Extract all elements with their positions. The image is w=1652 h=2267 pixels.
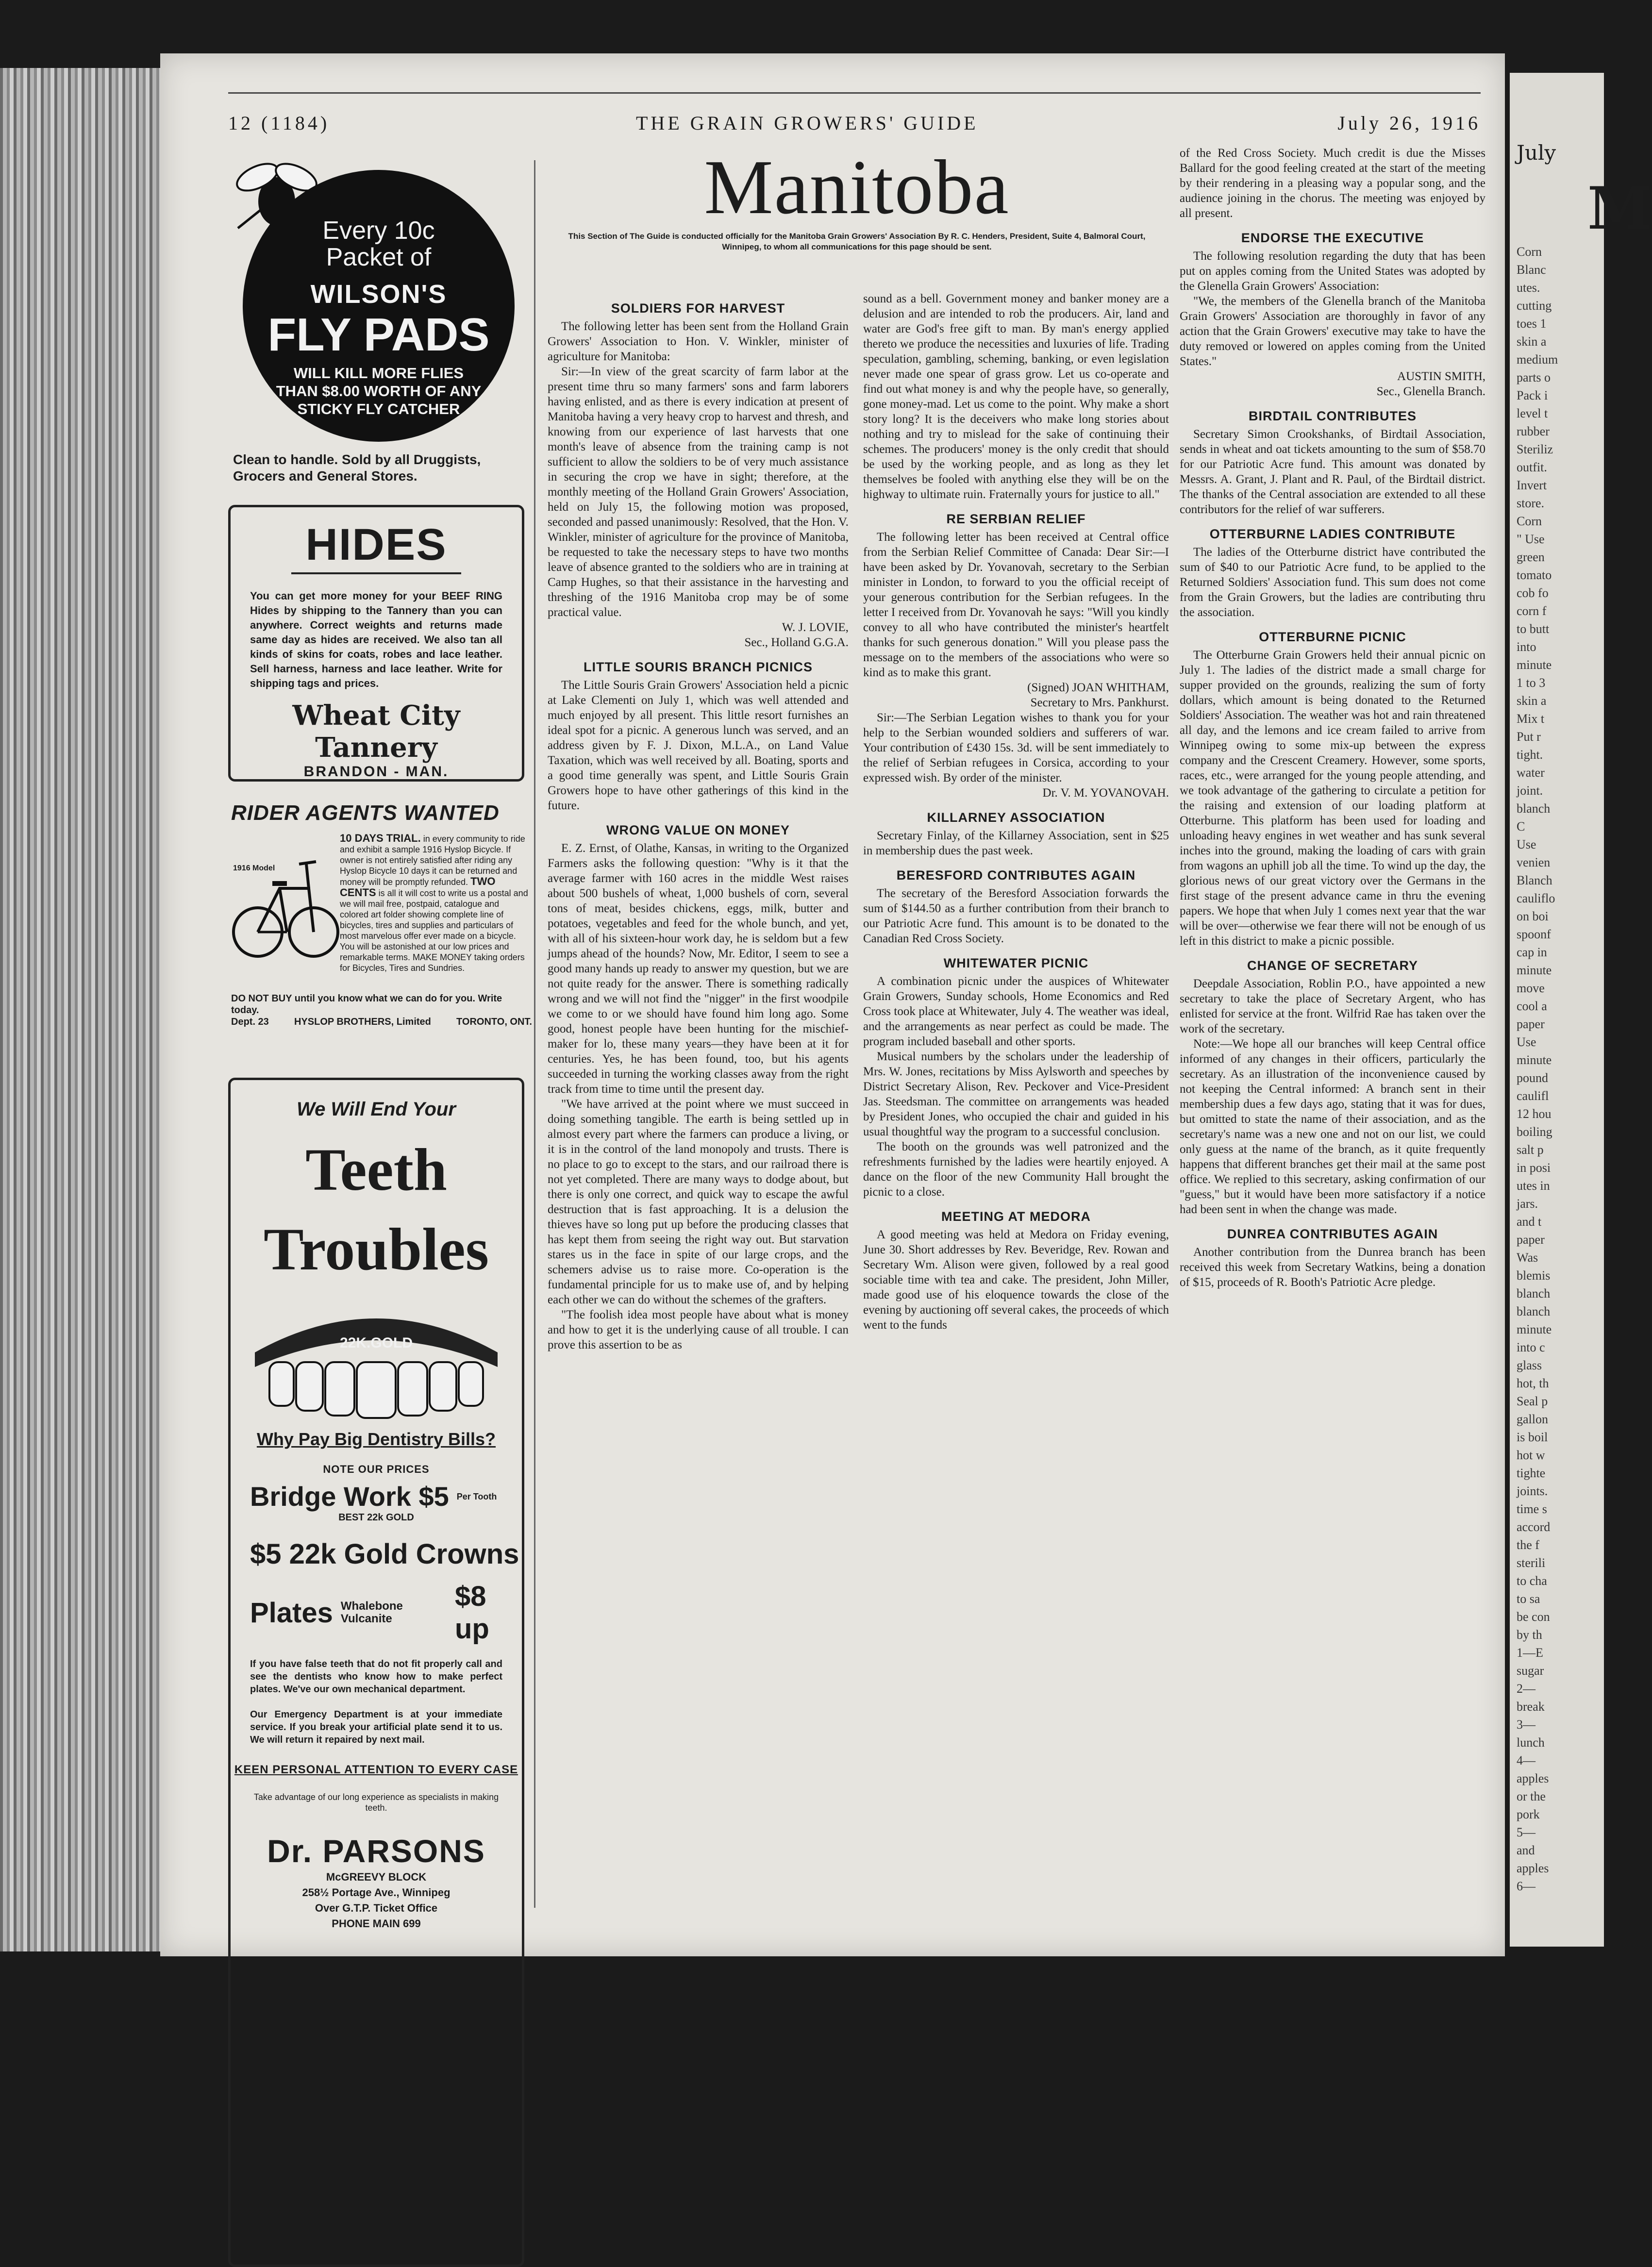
facing-page-fragment: move bbox=[1517, 981, 1545, 995]
article-paragraph: Note:—We hope all our branches will keep Central office informed of any changes in their officers, particularly the secretary. As an illustration of the inconvenience caused by not keeping the Central informed: A branch sent in their membership dues a few days ago, stating that it was for dues, but omitted to state the name of their association, and as the secretary's name was a new one and not on our list, we could only guess at the name of the branch, as it quite frequently happens that different branches get their mail at the same post office. We replied to this secretary, asking confirmation of our "guess," but it would have been more satisfactory if a notice had been sent in when the change was made. bbox=[1180, 1037, 1485, 1216]
facing-page-fragment: jars. bbox=[1517, 1197, 1538, 1211]
column-rule bbox=[534, 160, 535, 1908]
rider-ad-dept: Dept. 23 bbox=[231, 1017, 269, 1027]
facing-page-fragments bbox=[1510, 243, 1604, 1895]
facing-page-fragment: Use bbox=[1517, 1035, 1536, 1049]
article-heading: LITTLE SOURIS BRANCH PICNICS bbox=[583, 660, 813, 674]
hides-ad-body: You can get more money for your BEEF RING Hides by shipping to the Tannery than you can anywhere. Correct weights and returns made same day as hides are received. We also tan all kinds of skins for coats, robes and lace leather. Sell harness, harness and lace leather. Write for shipping tags and prices. bbox=[250, 590, 502, 689]
dentist-block: McGREEVY BLOCK bbox=[326, 1871, 427, 1883]
facing-page-fragment: sterili bbox=[1517, 1556, 1546, 1570]
dentist-ad-tagline: We Will End Your bbox=[297, 1099, 456, 1120]
dentist-phone: PHONE MAIN 699 bbox=[332, 1917, 421, 1930]
facing-page-fragment: Blanc bbox=[1517, 263, 1546, 277]
article-column-3 bbox=[1180, 146, 1485, 1290]
fly-ad-line2: Packet of bbox=[326, 243, 432, 271]
facing-page-fragment: tight. bbox=[1517, 748, 1543, 762]
facing-page-fragment: to sa bbox=[1517, 1592, 1540, 1606]
facing-page-fragment: Blanch bbox=[1517, 873, 1552, 887]
false-teeth-copy: If you have false teeth that do not fit properly call and see the dentists who know how to make perfect plates. We've our own mechanical department. bbox=[250, 1659, 502, 1695]
facing-page-fragment: 4— bbox=[1517, 1753, 1535, 1767]
bridge-work-price bbox=[250, 1481, 522, 1512]
bridge-work-label: Bridge Work $5 bbox=[250, 1481, 449, 1512]
facing-page-fragment: joint. bbox=[1517, 783, 1543, 798]
publication-title: THE GRAIN GROWERS' GUIDE bbox=[636, 112, 979, 134]
facing-page-fragment: toes 1 bbox=[1517, 317, 1547, 331]
facing-page-fragment: sugar bbox=[1517, 1664, 1544, 1678]
plates-price-value: $8 up bbox=[454, 1581, 489, 1645]
article-paragraph: The booth on the grounds was well patronized and the refreshments furnished by the ladies were heartily enjoyed. A dance on the floor of the new Community Hall brought the picnic to a close. bbox=[863, 1140, 1169, 1199]
article-paragraph: Secretary Simon Crookshanks, of Birdtail Association, sends in wheat and oat tickets amounting to the sum of $58.70 for our Patriotic Acre fund. This amount was donated by Messrs. A. Grant, J. Plant and R. Paul, of the Birdtail district. The thanks of the Central association are extended to all these contributors for the relief of war sufferers. bbox=[1180, 428, 1485, 516]
rider-ad-company-row bbox=[231, 1016, 532, 1028]
facing-page-fragment: venien bbox=[1517, 855, 1551, 869]
facing-page-fragment: cob fo bbox=[1517, 586, 1549, 600]
dentist-ad bbox=[228, 1078, 524, 2267]
facing-page-fragment: pork bbox=[1517, 1807, 1540, 1821]
article-paragraph: A combination picnic under the auspices of Whitewater Grain Growers, Sunday schools, Home Economics and Red Cross took place at Whitewater, July 4. The weather was ideal, and the arrangements as near perfect as could be made. The program included baseball and other sports. bbox=[863, 975, 1169, 1048]
facing-page-fragment: cutting bbox=[1517, 299, 1552, 313]
section-note: This Section of The Guide is conducted officially for the Manitoba Grain Growers' Association By R. C. Henders, President, Suite 4, Balmoral Court, Winnipeg, to whom all communications for this page should be sent. bbox=[568, 232, 1146, 251]
facing-page-fragment: Was bbox=[1517, 1250, 1538, 1265]
rider-ad-copy-text: in every community to ride and exhibit a sample 1916 Hyslop Bicycle. If owner is not entirely satisfied after riding any Hyslop Bicycle 10 days it can be returned and money will be promptly refunded. bbox=[340, 834, 525, 887]
hides-ad-title: HIDES bbox=[305, 520, 447, 569]
facing-page-fragment: on boi bbox=[1517, 909, 1549, 923]
facing-page-fragment: the f bbox=[1517, 1538, 1539, 1552]
facing-page-fragment: tomato bbox=[1517, 568, 1552, 582]
facing-page-fragment: hot w bbox=[1517, 1448, 1545, 1462]
facing-page-fragment: glass bbox=[1517, 1358, 1542, 1372]
dentist-ad-why: Why Pay Big Dentistry Bills? bbox=[256, 1429, 496, 1449]
facing-page-fragment: green bbox=[1517, 550, 1545, 564]
facing-page-fragment: break bbox=[1517, 1700, 1545, 1714]
facing-page-fragment: minute bbox=[1517, 658, 1552, 672]
article-heading: SOLDIERS FOR HARVEST bbox=[611, 301, 785, 316]
rider-ad-title: RIDER AGENTS WANTED bbox=[231, 801, 500, 825]
article-paragraph: of the Red Cross Society. Much credit is due the Misses Ballard for the good feeling created at the start of the meeting by their rendering in a pleasing way a popular song, and the audience joining in the chorus. The meeting was enjoyed by all present. bbox=[1180, 147, 1485, 220]
facing-page-fragment: Seal p bbox=[1517, 1394, 1548, 1408]
hides-ad-company: Wheat City Tannery bbox=[292, 700, 460, 764]
facing-page-fragment: level t bbox=[1517, 406, 1548, 420]
facing-page-fragment: boiling bbox=[1517, 1125, 1552, 1139]
article-paragraph: Deepdale Association, Roblin P.O., have appointed a new secretary to take the place of Secretary Argent, who has enlisted for service at the front. Wilfrid Rae has taken over the work of the secretary. bbox=[1180, 977, 1485, 1035]
facing-page-fragment: gallon bbox=[1517, 1412, 1548, 1426]
article-signature: Sec., Glenella Branch. bbox=[1376, 385, 1485, 398]
facing-page-fragment: is boil bbox=[1517, 1430, 1548, 1444]
facing-page-fragment: to cha bbox=[1517, 1574, 1547, 1588]
facing-page-fragment: blanch bbox=[1517, 801, 1551, 816]
facing-page-fragment: hot, th bbox=[1517, 1376, 1549, 1390]
facing-page-fragment: Corn bbox=[1517, 245, 1542, 259]
article-signature: Dr. V. M. YOVANOVAH. bbox=[1042, 786, 1169, 800]
dentist-address: 258½ Portage Ave., Winnipeg bbox=[302, 1886, 451, 1899]
advertisement-column bbox=[223, 155, 534, 2267]
fly-pads-badge bbox=[243, 170, 515, 442]
article-heading: KILLARNEY ASSOCIATION bbox=[927, 810, 1105, 825]
facing-page-fragment: " Use bbox=[1517, 532, 1545, 546]
article-paragraph: "We have arrived at the point where we must succeed in doing something tangible. The earth is being settled up in almost every part where the farmers can produce a living, or it is in the control of the land monopoly and trusts. There is no place to go to except to the stars, and our railroad there is not yet completed. There are many ways to dodge about, but there is only one correct, and quick way to escape the awful destruction that is fast approaching. It is a delusion the thieves have so long put up before the producing classes that has kept them from seeing the right way out. But starvation stares us in the face in spite of our large crops, and the schemers advise us to raise more. Co-operation is the fundamental principle for us to make use of, and by helping each other we can do without the schemes of the grafters. bbox=[548, 1098, 849, 1306]
facing-page-fragment: Mix t bbox=[1517, 712, 1545, 726]
facing-page-fragment: into bbox=[1517, 640, 1536, 654]
dentist-ad-headline-2: Troubles bbox=[264, 1216, 489, 1283]
facing-page-fragment: blanch bbox=[1517, 1304, 1551, 1318]
rider-ad-copy-text-2: is all it will cost to write us a postal and we will mail free, postpaid, catalogue and colored art folder showing complete line of bicycles, tires and supplies and particulars of most marvelous offer ever made on a bicycle. You will be astonished at our low prices and remarkable terms. MAKE MONEY taking orders for Bicycles, Tires and Sundries. bbox=[340, 888, 528, 973]
facing-page-fragment: water bbox=[1517, 766, 1545, 780]
facing-page-fragment: store. bbox=[1517, 496, 1545, 510]
fly-ad-claim: WILL KILL MORE FLIES THAN $8.00 WORTH OF ANY STICKY FLY CATCHER bbox=[276, 365, 482, 417]
article-paragraph: The ladies of the Otterburne district have contributed the sum of $40 to our Patriotic Acre fund, to be applied to the Returned Soldiers' Association fund. This sum does not come from the Grain Growers, but the ladies are contributing thru the association. bbox=[1180, 546, 1485, 619]
article-heading: OTTERBURNE PICNIC bbox=[1259, 630, 1406, 644]
fly-ad-tagline: Clean to handle. Sold by all Druggists, Grocers and General Stores. bbox=[233, 452, 481, 483]
denture-illustration bbox=[245, 1294, 507, 1420]
article-heading: WHITEWATER PICNIC bbox=[943, 956, 1089, 970]
article-signature: AUSTIN SMITH, bbox=[1397, 370, 1485, 383]
article-paragraph: The following letter has been sent from the Holland Grain Growers' Association to Hon. V. Winkler, minister of agriculture for Manitoba: bbox=[548, 320, 849, 363]
rider-ad-model-year: 1916 Model bbox=[233, 864, 275, 872]
rider-ad-trial: 10 DAYS TRIAL. bbox=[340, 832, 421, 844]
article-signature: (Signed) JOAN WHITHAM, bbox=[1027, 681, 1169, 694]
facing-page-fragment: cauliflo bbox=[1517, 891, 1555, 905]
article-column-2 bbox=[863, 291, 1169, 1333]
facing-page-fragment: be con bbox=[1517, 1610, 1550, 1624]
hides-ad-city: BRANDON - MAN. bbox=[303, 764, 449, 780]
article-paragraph: Musical numbers by the scholars under the leadership of Mrs. W. Jones, recitations by Miss Aylsworth and speeches by District Secretary Alison, Rev. Peckover and Vice-President Jas. Steedsman. The committee on arrangements was headed by President Jones, who occupied the chair and guided in his usual thoughtful way the program to a successful conclusion. bbox=[863, 1050, 1169, 1138]
section-masthead bbox=[553, 146, 1160, 252]
facing-page-fragment: to butt bbox=[1517, 622, 1550, 636]
article-heading: RE SERBIAN RELIEF bbox=[946, 512, 1086, 526]
facing-page-fragment: Corn bbox=[1517, 514, 1542, 528]
article-paragraph: The following letter has been received at Central office from the Serbian Relief Committee of Canada: Dear Sir:—I have been asked by Dr. Yovanovah, secretary to the Serbian minister in London, to forward to you the official receipt of your generous contribution for the Serbian refugees. In the letter I received from Dr. Yovanovah he says: "Will you kindly convey to all who have contributed the minister's heartfelt thanks for such generous donation." Will you please pass the message on to the members of the associations who were so kind as to make this grant. bbox=[863, 531, 1169, 679]
dentist-ad-headline-1: Teeth bbox=[305, 1136, 447, 1203]
article-paragraph: A good meeting was held at Medora on Friday evening, June 30. Short addresses by Rev. Beveridge, Rev. Rowan and Secretary Wm. Alison were given, followed by a real good sociable time with tea and cake. The president, John Miller, made good use of his eloquence towards the close of the evening by auctioning off several cakes, the proceeds of which went to the funds bbox=[863, 1228, 1169, 1332]
rider-ad-city: TORONTO, ONT. bbox=[456, 1017, 532, 1027]
facing-page-fragment: salt p bbox=[1517, 1143, 1544, 1157]
facing-page-fragment: caulifl bbox=[1517, 1089, 1549, 1103]
facing-page-fragment: paper bbox=[1517, 1017, 1545, 1031]
article-signature: Sec., Holland G.G.A. bbox=[744, 636, 849, 649]
fly-ad-brand: WILSON'S bbox=[310, 280, 447, 309]
facing-page-fragment: spoonf bbox=[1517, 927, 1551, 941]
article-heading: WRONG VALUE ON MONEY bbox=[606, 823, 790, 837]
article-paragraph: The secretary of the Beresford Association forwards the sum of $144.50 as a further contribution from their branch to our Patriotic Acre fund. This amount is to be donated to the Canadian Red Cross Society. bbox=[863, 887, 1169, 945]
facing-page-fragment: rubber bbox=[1517, 424, 1550, 438]
facing-page-head: July bbox=[1517, 141, 1556, 165]
article-paragraph: Another contribution from the Dunrea branch has been received this week from Secretary Watkins, being a donation of $15, proceeds of R. Booth's Patriotic Acre pledge. bbox=[1180, 1246, 1485, 1289]
facing-page-fragment: outfit. bbox=[1517, 460, 1547, 474]
facing-page-fragment: and bbox=[1517, 1843, 1535, 1857]
rider-ad-copy bbox=[340, 833, 529, 973]
facing-page-fragment: paper bbox=[1517, 1233, 1545, 1247]
facing-page-initial: M bbox=[1587, 174, 1652, 243]
article-paragraph: The Otterburne Grain Growers held their annual picnic on July 1. The ladies of the district made a small charge for supper provided on the grounds, realizing the sum of forty dollars, which amount is being donated to the Returned Soldiers' Association. The weather was hot and rain threatened all day, and the lemons and ice cream failed to arrive from Winnipeg owing to some mix-up between the express company and the Crescent Creamery. However, some sports, races, etc., were arranged for the young people attending, and we took advantage of the gathering to circulate a petition for the raising and extension of our loading platform at Otterburne. This platform has been used for loading and unloading heavy engines in wet weather and has sunk several inches into the ground, making the loading of cars with grain from wagons an uphill job all the time. To wind up the day, the glorious news of our great victory over the Germans in the first stage of the present advance came in thru the evening papers. We hope that when July 1 comes next year that the war will be over—otherwise we fear there will not be enough of us left in this district to make a picnic possible. bbox=[1180, 649, 1485, 948]
facing-page-fragment: 1 to 3 bbox=[1517, 676, 1546, 690]
dentist-office-note: Over G.T.P. Ticket Office bbox=[315, 1902, 438, 1914]
facing-page-fragment: cap in bbox=[1517, 945, 1547, 959]
facing-page-fragment: into c bbox=[1517, 1340, 1545, 1354]
facing-page-fragment: and t bbox=[1517, 1215, 1542, 1229]
experience-copy: Take advantage of our long experience as specialists in making teeth. bbox=[253, 1792, 499, 1813]
facing-page-fragment: blanch bbox=[1517, 1286, 1551, 1300]
bicycle-icon bbox=[231, 835, 338, 971]
facing-page-fragment: medium bbox=[1517, 352, 1558, 367]
personal-attention-line: KEEN PERSONAL ATTENTION TO EVERY CASE bbox=[234, 1763, 518, 1776]
article-paragraph: The Little Souris Grain Growers' Association held a picnic at Lake Clementi on July 1, which was well attended and much enjoyed by all present. This little resort furnishes an ideal spot for a picnic. A generous lunch was served, and an address given by F. J. Dixon, M.L.A., on Land Value Taxation, which was well received by all. Boating, sports and a good time generally was spent, and Little Souris Grain Growers hope to have other gatherings of this kind in the future. bbox=[548, 679, 849, 812]
facing-page-fragment: in posi bbox=[1517, 1161, 1551, 1175]
facing-page-fragment: tighte bbox=[1517, 1466, 1546, 1480]
facing-page-fragment: Steriliz bbox=[1517, 442, 1553, 456]
facing-page-fragment: 3— bbox=[1517, 1717, 1535, 1732]
emergency-copy: Our Emergency Department is at your immediate service. If you break your artificial plate send it to us. We will return it repaired by next mail. bbox=[250, 1709, 502, 1745]
facing-page-fragment: blemis bbox=[1517, 1268, 1551, 1283]
facing-page-fragment: 5— bbox=[1517, 1825, 1535, 1839]
facing-page-fragment: C bbox=[1517, 819, 1525, 833]
article-paragraph: "We, the members of the Glenella branch of the Manitoba Grain Growers' Association are thoroughly in favor of any action that the Grain Growers' executive may take to have the duty removed or lowered on apples coming from the United States." bbox=[1180, 295, 1485, 368]
article-heading: BERESFORD CONTRIBUTES AGAIN bbox=[896, 868, 1136, 883]
article-heading: OTTERBURNE LADIES CONTRIBUTE bbox=[1209, 527, 1456, 541]
facing-page-fragment: Use bbox=[1517, 837, 1536, 851]
plates-price bbox=[250, 1580, 522, 1645]
facing-page-fragment: skin a bbox=[1517, 334, 1547, 349]
plates-label: Plates bbox=[250, 1597, 333, 1629]
facing-page-fragment: minute bbox=[1517, 1322, 1552, 1336]
facing-page-fragment: corn f bbox=[1517, 604, 1547, 618]
page-number: 12 (1184) bbox=[228, 112, 330, 134]
article-heading: CHANGE OF SECRETARY bbox=[1247, 958, 1418, 973]
rider-ad-footer bbox=[231, 993, 532, 1028]
facing-page-fragment: joints. bbox=[1517, 1484, 1548, 1498]
facing-page-fragment: or the bbox=[1517, 1789, 1546, 1803]
gold-label: 22K.GOLD bbox=[339, 1335, 413, 1351]
book-page-edges bbox=[0, 68, 165, 1951]
section-title: Manitoba bbox=[704, 144, 1010, 230]
dentist-ad-note: NOTE OUR PRICES bbox=[323, 1463, 430, 1475]
facing-page-fragment: Put r bbox=[1517, 730, 1541, 744]
facing-page-fragment: apples bbox=[1517, 1771, 1549, 1785]
facing-page-fragment: time s bbox=[1517, 1502, 1547, 1516]
per-tooth-label: Per Tooth bbox=[456, 1491, 497, 1501]
article-paragraph: Sir:—The Serbian Legation wishes to thank you for your help to the Serbian wounded soldiers and sufferers of war. Your contribution of £430 15s. 3d. will be sent immediately to the relief of Serbian refugees in Corsica, according to your expressed wish. By order of the minister. bbox=[863, 711, 1169, 784]
facing-page-fragment: minute bbox=[1517, 963, 1552, 977]
article-column-1 bbox=[548, 291, 849, 1352]
article-paragraph: sound as a bell. Government money and banker money are a delusion and are intended to rob the producers. Air, land and water are God's free gift to man. By man's energy applied thereto we produce the necessities and luxuries of life. Trading speculation, gambling, scheming, banking, or even legislation never made one spear of grass grow. Let us co-operate and find out what money is and why the people have, so generally, gone money-mad. Let us come to the point. Why make a short story long? It is the deceivers who make long stories about nothing and try to mislead for the sake of continuing their schemes. The producers' money is the only credit that should be used by the working people, and as long as they let themselves be fooled with anything else they will be on the highway to ultimate ruin. Fraternally yours for justice to all." bbox=[863, 292, 1169, 501]
hides-title-rule bbox=[291, 572, 461, 574]
fly-pads-ad bbox=[223, 155, 534, 483]
article-heading: ENDORSE THE EXECUTIVE bbox=[1241, 231, 1424, 245]
facing-page-fragment: by th bbox=[1517, 1628, 1542, 1642]
article-heading: DUNREA CONTRIBUTES AGAIN bbox=[1227, 1227, 1438, 1241]
facing-page-fragment: 12 hou bbox=[1517, 1107, 1552, 1121]
facing-page-strip bbox=[1510, 73, 1652, 1947]
article-heading: MEETING AT MEDORA bbox=[941, 1209, 1091, 1224]
facing-page-fragment: minute bbox=[1517, 1053, 1552, 1067]
facing-page-fragment: 2— bbox=[1517, 1682, 1535, 1696]
article-paragraph: "The foolish idea most people have about what is money and how to get it is the underlying cause of all trouble. I can prove this assertion to be as bbox=[548, 1308, 849, 1351]
article-paragraph: Secretary Finlay, of the Killarney Association, sent in $25 in membership dues the past week. bbox=[863, 829, 1169, 857]
facing-page-fragment: Invert bbox=[1517, 478, 1547, 492]
fly-ad-line1: Every 10c bbox=[322, 217, 435, 245]
facing-page-fragment: utes. bbox=[1517, 281, 1540, 295]
facing-page-fragment: lunch bbox=[1517, 1735, 1545, 1750]
running-header bbox=[228, 58, 1481, 134]
rider-ad-company: HYSLOP BROTHERS, Limited bbox=[294, 1017, 431, 1027]
article-signature: Secretary to Mrs. Pankhurst. bbox=[1030, 696, 1169, 709]
article-signature: W. J. LOVIE, bbox=[782, 621, 849, 634]
facing-page-fragment: parts o bbox=[1517, 370, 1551, 384]
facing-page-fragment: Pack i bbox=[1517, 388, 1548, 402]
best-gold-label: BEST 22k GOLD bbox=[338, 1512, 414, 1523]
plates-kinds: Whalebone Vulcanite bbox=[340, 1600, 403, 1625]
rider-ad-do-not-buy: DO NOT BUY until you know what we can do for you. Write today. bbox=[231, 993, 502, 1016]
facing-page-fragment: cool a bbox=[1517, 999, 1547, 1013]
facing-page-fragment: 1—E bbox=[1517, 1646, 1543, 1660]
article-paragraph: The following resolution regarding the duty that has been put on apples coming from the United States was adopted by the Glenella Grain Growers' Association: bbox=[1180, 250, 1485, 293]
article-paragraph: Sir:—In view of the great scarcity of farm labor at the present time thru so many farmers' sons and farm laborers having enlisted, and as there is every indication at present of Manitoba having a very heavy crop to harvest and thresh, and knowing from our experience of last harvests that one month's leave of absence from the training camp is not sufficient to allow the soldiers to be of very much assistance in securing the crop we have in sight; therefore, at the monthly meeting of the Holland Grain Growers' Association, held on July 15, the following motion was proposed, seconded and passed unanimously: Resolved, that the Hon. V. Winkler, minister of agriculture for the province of Manitoba, be requested to take the necessary steps to have two months leave of absence granted to the soldiers who are in training at Camp Hughes, so that their assistance in the harvesting and threshing of the 1916 Manitoba crop may be of some practical value. bbox=[548, 365, 849, 619]
facing-page-fragment: apples bbox=[1517, 1861, 1549, 1875]
rider-agents-ad bbox=[223, 801, 534, 1063]
fly-ad-product: FLY PADS bbox=[267, 309, 490, 361]
dentist-name: Dr. PARSONS bbox=[267, 1833, 485, 1869]
facing-page-fragment: 6— bbox=[1517, 1879, 1535, 1893]
rider-ad-two-cents: TWO CENTS bbox=[340, 875, 496, 899]
facing-page-fragment: utes in bbox=[1517, 1179, 1550, 1193]
facing-page-fragment: accord bbox=[1517, 1520, 1551, 1534]
article-paragraph: E. Z. Ernst, of Olathe, Kansas, in writing to the Organized Farmers asks the following question: "Why is it that the average farmer with 160 acres in the middle West raises about 500 bushels of wheat, 1,000 bushels of corn, several tons of meat, besides chickens, eggs, milk, butter and potatoes, vegetables and feed for the whole bunch, and yet, with all of his sixteen-hour work day, he is seldom but a few jumps ahead of the hounds? Now, Mr. Editor, I seem to see a good many hands up ready to answer my question, but we are not quite ready for the answer. There is something radically wrong and we will not find the "nigger" in the first woodpile we come to or we should have found him long ago. Some good, honest people have been hunting for the mischief-maker for lo, these many years—they have been at it for centuries. Yes, he has been found, too, but his agents succeeded in turning the working classes away from the right track from time to time until the present day. bbox=[548, 842, 849, 1096]
facing-page-fragment: skin a bbox=[1517, 694, 1547, 708]
gold-crowns-price: $5 22k Gold Crowns bbox=[250, 1538, 519, 1570]
article-heading: BIRDTAIL CONTRIBUTES bbox=[1249, 409, 1417, 423]
issue-date: July 26, 1916 bbox=[1337, 112, 1481, 134]
hides-ad bbox=[228, 505, 524, 782]
facing-page-fragment: pound bbox=[1517, 1071, 1548, 1085]
